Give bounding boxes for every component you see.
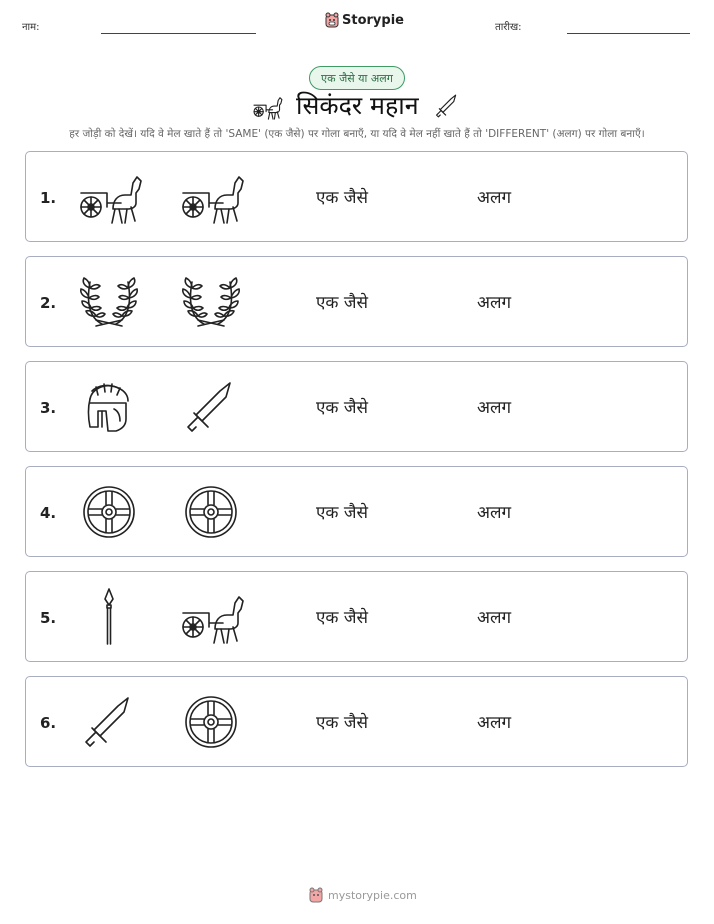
- chariot-icon: [180, 589, 242, 645]
- question-number: 6.: [40, 714, 57, 732]
- date-label: तारीख:: [495, 22, 522, 33]
- different-option[interactable]: अलग: [477, 293, 512, 313]
- question-number: 3.: [40, 399, 57, 417]
- date-line[interactable]: [567, 33, 690, 34]
- bear-logo-icon: [309, 887, 323, 903]
- footer: [309, 887, 417, 903]
- shield-icon: [78, 484, 140, 540]
- same-option[interactable]: एक जैसे: [316, 608, 368, 628]
- brand-logo: [325, 12, 404, 28]
- instructions-text: हर जोड़ी को देखें। यदि वे मेल खाते हैं तो 'SAME' (एक जैसे) पर गोला बनाएँ, या यदि वे मेल नहीं खाते हैं तो 'DIFFERENT' (अलग) पर गोला बनाएँ।: [69, 128, 645, 140]
- different-option[interactable]: अलग: [477, 503, 512, 523]
- helmet-icon: [78, 379, 140, 435]
- sword-icon: [433, 90, 461, 122]
- laurel-wreath-icon: [180, 274, 242, 330]
- question-number: 5.: [40, 609, 57, 627]
- sword-icon: [78, 694, 140, 750]
- different-option[interactable]: अलग: [477, 188, 512, 208]
- sword-icon: [180, 379, 242, 435]
- question-number: 4.: [40, 504, 57, 522]
- worksheet-type-badge: एक जैसे या अलग: [309, 66, 405, 90]
- question-row-5: [25, 571, 688, 662]
- question-number: 1.: [40, 189, 57, 207]
- question-row-6: [25, 676, 688, 767]
- chariot-icon: [180, 169, 242, 225]
- shield-icon: [180, 484, 242, 540]
- chariot-icon: [78, 169, 140, 225]
- footer-url[interactable]: mystorypie.com: [328, 888, 417, 902]
- bear-logo-icon: [325, 12, 339, 28]
- different-option[interactable]: अलग: [477, 398, 512, 418]
- question-number: 2.: [40, 294, 57, 312]
- different-option[interactable]: अलग: [477, 608, 512, 628]
- question-row-1: [25, 151, 688, 242]
- same-option[interactable]: एक जैसे: [316, 293, 368, 313]
- same-option[interactable]: एक जैसे: [316, 503, 368, 523]
- laurel-wreath-icon: [78, 274, 140, 330]
- name-line[interactable]: [101, 33, 256, 34]
- spear-icon: [78, 589, 140, 645]
- brand-name: Storypie: [342, 12, 404, 28]
- name-label: नाम:: [22, 22, 40, 33]
- same-option[interactable]: एक जैसे: [316, 713, 368, 733]
- question-row-3: [25, 361, 688, 452]
- question-row-2: [25, 256, 688, 347]
- same-option[interactable]: एक जैसे: [316, 398, 368, 418]
- different-option[interactable]: अलग: [477, 713, 512, 733]
- page-title: सिकंदर महान: [296, 91, 419, 120]
- question-row-4: [25, 466, 688, 557]
- chariot-icon: [250, 94, 284, 120]
- shield-icon: [180, 694, 242, 750]
- same-option[interactable]: एक जैसे: [316, 188, 368, 208]
